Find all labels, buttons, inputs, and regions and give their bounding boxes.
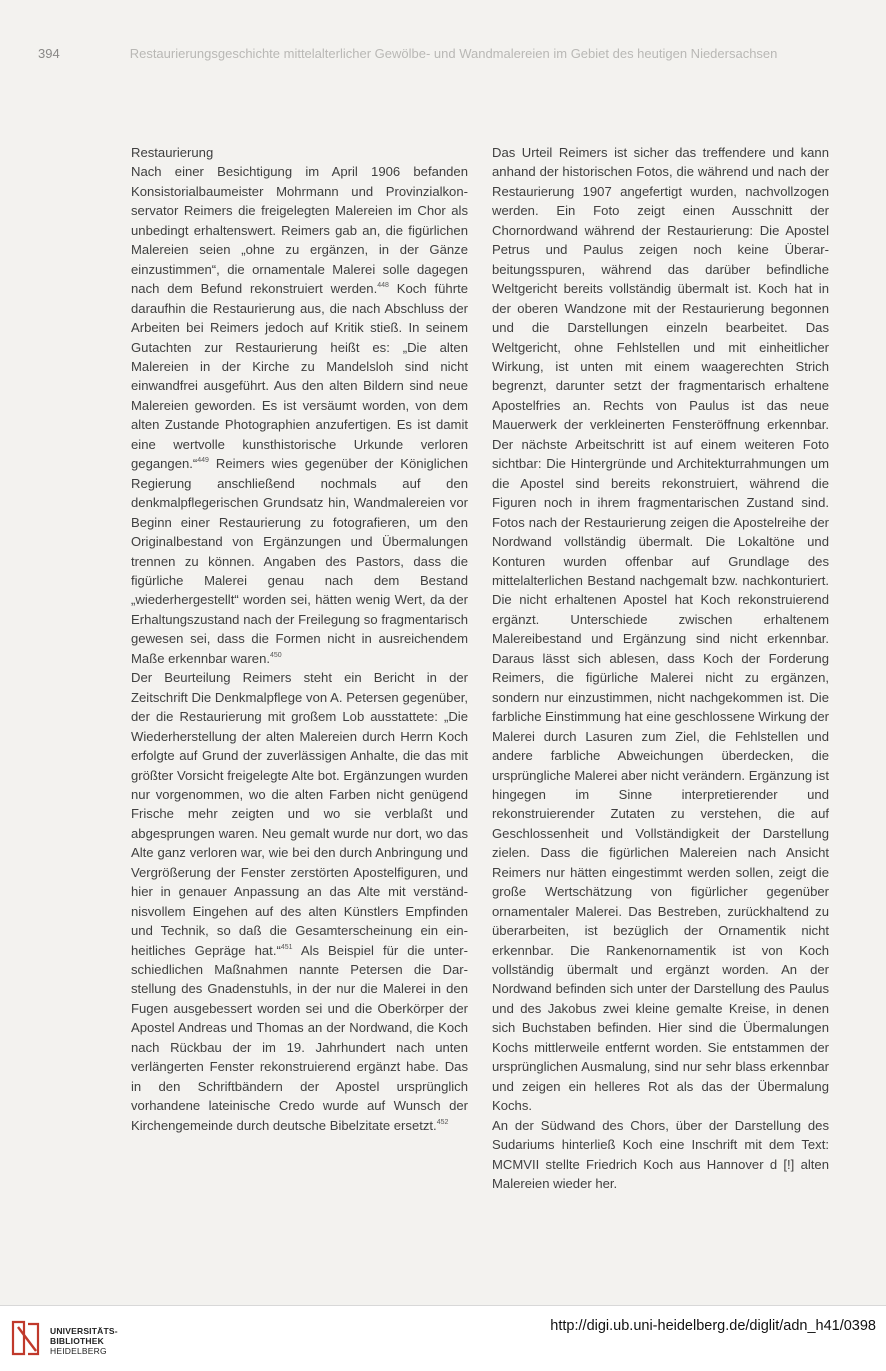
right-column [492, 143, 829, 1193]
viewer-footer [0, 1305, 886, 1371]
footnote-marker: 451 [280, 943, 293, 951]
text-run: Reimers wies gegenüber der Königlichen Regierung anschließend nochmals auf den denkmalpflegerischen Grundsatz hin, Wandmalereien vor Beginn einer Restaurierung zu fotografieren, um den Originalbestand von Ergänzungen und Übermalungen trennen zu können. Angaben des Pastors, dass die figürliche Malerei genau nach dem Bestand „wiederhergestellt“ worden sei, hätten wenig Wert, da der Erhaltungszustand nach der Freilegung so fragmentarisch gewesen sei, dass die Formen nicht in ausreichendem Maße erkennbar waren. [131, 456, 468, 666]
paragraph [131, 162, 468, 668]
permalink-url[interactable]: http://digi.ub.uni-heidelberg.de/diglit/adn_h41/0398 [550, 1318, 876, 1334]
running-title: Restaurierungsgeschichte mittelalterlicher Gewölbe- und Wandmalereien im Gebiet des heutigen Niedersachsen [129, 46, 778, 61]
paragraph: Das Urteil Reimers ist sicher das treffendere und kann anhand der historischen Fotos, die während und nach der Restaurierung 1907 angefertigt wurden, nachvollzogen werden. Ein Foto zeigt einen Ausschnitt der Chornordwand während der Restaurierung: Die Apostel Petrus und Paulus zeigen noch keine Überarbeitungsspuren, während das darüber befindliche Weltgericht bereits vollständig übermalt ist. Koch hat in der oberen Wandzone mit der Restaurierung begonnen und die Darstellungen einzeln bearbeitet. Das Weltgericht, ohne Fehlstellen und mit einheitlicher Wirkung, ist unten mit einem waagerechten Strich begrenzt, darunter setzt der fragmentarisch erhaltene Apostelfries an. Rechts von Paulus ist das neue Mauerwerk der verkleinerten Fensteröffnung erkennbar. Der nächste Arbeitschritt ist auf einem weiteren Foto sichtbar: Die Hintergründe und Architekturrahmungen um die Apostel sind bereits rekonstruiert, während die Figuren noch in ihrem fragmentarischen Zustand sind. Fotos nach der Restaurierung zeigen die Apostelreihe der Nordwand vollständig übermalt. Die Lokaltöne und Konturen wurden offenbar auf Grundlage des mittelalterlichen Bestand nachgemalt bzw. nachkonturiert. Die nicht erhaltenen Apostel hat Koch rekonstruierend ergänzt. Unterschiede zwischen erhaltenem Malereibestand und Ergänzung sind nicht erkennbar. Daraus lässt sich ablesen, dass Koch der Forderung Reimers, die figürliche Malerei nicht zu ergänzen, sondern nur einzustimmen, nicht nachgekommen ist. Die farbliche Einstimmung hat eine geschlossene Wirkung der Malerei durch Lasuren zum Ziel, die Fehlstellen und andere farbliche Abweichungen überdecken, die ursprüngliche Malerei aber nicht verändern. Ergänzung ist hingegen im Sinne interpretierender und rekonstruierender Zutaten zu verstehen, die auf Geschlossenheit und Vollständigkeit der Darstellung zielen. Dass die figürlichen Malereien nach Ansicht Reimers nur hätten eingestimmt werden sollen, zeigt die große Wertschätzung von figürlicher gegenüber ornamentaler Malerei. Das Bestreben, zurückhaltend zu überarbeiten, ist bezüglich der Ornamentik nicht erkennbar. Die Rankenornamentik ist von Koch vollständig übermalt und ergänzt worden. An der Nordwand befinden sich unter der Darstellung des Paulus und des Jakobus zwei kleine gemalte Kreise, in denen sich Buchstaben befinden. Hier sind die Übermalungen Kochs mittlerweile entfernt worden. Sie entstammen der ursprünglichen Ausmalung, sind nur sehr blass erkennbar und zeigen ein helleres Rot als das der Übermalung Kochs. [492, 145, 829, 1114]
section-heading: Restaurierung [131, 145, 214, 160]
footnote-marker: 448 [377, 282, 389, 290]
text-run: Der Beurteilung Reimers steht ein Bericht in der Zeitschrift Die Denkmalpflege von A. Petersen gegenüber, der die Restaurierung mit großem Lob ausstattete: „Die Wiederherstellung der alten Malereien durch Herrn Koch erfolgte auf Grund der zuverlässigen Anhalte, die das mit größter Vorsicht freigelegte Alte bot. Ergänzungen wurden nur vorgenommen, wo die alten Farben nicht genügend Frische mehr zeigten und wo sie verblaßt und abgesprungen waren. Neu gemalt wurde nur dort, wo das Alte ganz verloren war, wie bei den durch Anbringung und Vergrößerung der Fenster zerstörten Apostelfiguren, und hier in genauer Anpassung an das Alte mit verständnisvollem Eingehen auf des alten Künstlers Empfinden und Technik, so daß die Gesamterscheinung ein einheitliches Gepräge hat.“ [131, 670, 468, 958]
text-run: Nach einer Besichtigung im April 1906 befanden Konsistorialbaumeister Mohrmann und Provinzialkonservator Reimers die freigelegten Malereien im Chor als unbedingt erhaltenswert. Reimers gab an, die figürlichen Malereien seien „ohne zu ergänzen, in der Gänze einzustimmen“, die ornamentale Malerei solle dagegen nach dem Befund rekonstruiert werden. [131, 164, 468, 297]
library-name-line: HEIDELBERG [50, 1346, 107, 1356]
library-name [50, 1326, 118, 1356]
page-number: 394 [38, 46, 60, 61]
university-library-logo-icon [10, 1318, 42, 1358]
footnote-marker: 452 [436, 1118, 449, 1126]
footnote-marker: 450 [270, 651, 282, 659]
library-name-line: UNIVERSITÄTS- [50, 1326, 118, 1336]
running-head [38, 46, 866, 61]
paragraph: An der Südwand des Chors, über der Darstellung des Sudariums hinterließ Koch eine Inschrift mit dem Text: MCMVII stellte Friedrich Koch aus Hannover d [!] alten Malereien wieder her. [492, 1117, 829, 1192]
footnote-marker: 449 [197, 457, 209, 465]
left-column [131, 143, 468, 1135]
paragraph [131, 668, 468, 1135]
library-name-line: BIBLIOTHEK [50, 1336, 104, 1346]
text-run: Als Beispiel für die unterschiedlichen Maßnahmen nannte Petersen die Darstellung des Gnadenstuhls, in der nur die Malerei in den Fugen ausgebessert worden sei und die Oberkörper der Apostel Andreas und Thomas an der Nordwand, die Koch nach Rückbau der im 19. Jahrhundert nach unten verlängerten Fenster rekonstruierend ergänzt habe. Das in den Schriftbändern der Apostel ursprünglich vorhandene lateinische Credo wurde auf Wunsch der Kirchengemeinde durch deutsche Bibelzitate ersetzt. [131, 942, 468, 1133]
text-run: Koch führte daraufhin die Restaurierung aus, die nach Abschluss der Arbeiten bei Reimers jedoch auf Kritik stieß. In seinem Gutachten zur Restaurierung heißt es: „Die alten Malereien in der Kirche zu Mandelsloh sind nicht einwandfrei ausgeführt. Aus den alten Bildern sind neue Malereien geworden. Es ist versäumt worden, von dem alten Zustande Photographien anzufertigen. Es ist damit eine wertvolle kunsthistorische Urkunde verloren gegangen.“ [131, 281, 468, 472]
